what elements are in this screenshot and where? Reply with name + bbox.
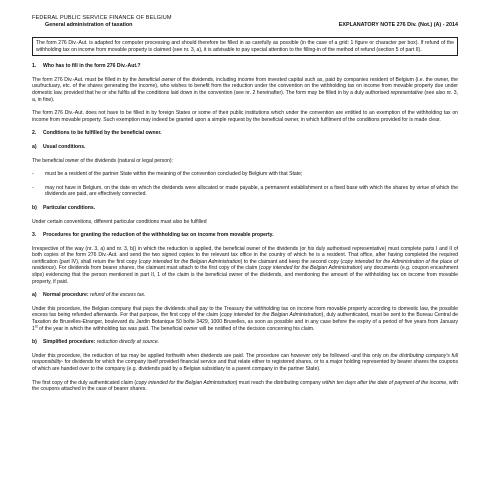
bullet-dash: -	[32, 184, 34, 191]
bullet-dash: -	[32, 171, 34, 178]
section-1-paragraph-2: The form 276 Div.-Aut. does not have to be filled in by foreign States or some of their public institutions which under the convention are entitled to an exemption of the withholding tax on income from movable property. Such exemption may indeed be granted upon a simple request by the beneficial owner, in which fulfilment of the conditions provided for is made clear.	[32, 110, 458, 123]
header-row	[32, 22, 458, 29]
section-2-heading	[32, 130, 458, 137]
section-1-title: Who has to fill in the form 276 Div.-Aut.?	[43, 63, 141, 70]
list-item	[32, 185, 458, 198]
section-3b-paragraph-1: Under this procedure, the reduction of tax may be applied forthwith when dividends are paid. The procedure can however only be followed -and this only on the distributing company's full responsibility- for dividends for which the company itself provided financial service and that relate either to registered shares, or to a major holding represented by bearer shares the coupons of which are handed over to the company (e.g. dividends paid by a Belgian subsidiary to a parent company in the partner State).	[32, 352, 458, 372]
section-2b-heading	[32, 205, 458, 212]
section-1-heading	[32, 63, 458, 70]
section-3a-label: a)	[32, 292, 37, 299]
section-2b-title: Particular conditions.	[43, 204, 96, 211]
section-3a-paragraph: Under this procedure, the Belgian company that pays the dividends shall pay to the Treasury the withholding tax on income from movable property according to domestic law, the possible excess tax being refunded afterwards. For that purpose, the first copy of the claim (copy intended for the Belgian Administration), duly authenticated, must be sent to the Bureau Central de Taxation de Bruxelles-Etranger, boulevard du Jardin Botanique 50 boîte 3429, 1000 Bruxelles, as soon as possible and in any case before the expiry of a period of five years from January 1st of the year in which the withholding tax was paid. The beneficial owner will be notified of the decision concerning his claim.	[32, 305, 458, 332]
section-2a-label: a)	[32, 143, 37, 150]
section-2a-heading	[32, 144, 458, 151]
section-2b-text: Under certain conventions, different particular conditions must also be fulfilled	[32, 218, 207, 225]
section-3b-title: Simplified procedure:	[43, 339, 96, 346]
section-1-paragraph-1: The form 276 Div.-Aut. must be filled in by the beneficial owner of the dividends, including income from invested capital such as, paid by companies resident of Belgium (i.e. the owner, the usufructuary, etc. of the shares generating the income), who wishes to benefit from the reduction under the convention on the withholding tax on income from movable property due under domestic law, provided that he or she fulfils all the conditions laid down in the convention (see nr. 2 hereinafter). The form may be filled in by a duly authorised representative (see also nr. 3, a, in fine).	[32, 76, 458, 103]
section-1-number: 1.	[32, 63, 37, 70]
section-2b-label: b)	[32, 204, 37, 211]
document-page	[32, 15, 458, 393]
header-admin: General administration of taxation	[45, 22, 133, 28]
section-3b-subtitle: reduction directly at source.	[96, 339, 160, 346]
list-item-text: must be a resident of the partner State within the meaning of the convention concluded by Belgium with that State;	[45, 171, 303, 178]
section-2a-intro: The beneficial owner of the dividends (natural or legal person):	[32, 157, 174, 164]
section-3-number: 3.	[32, 232, 37, 239]
section-3-title: Procedures for granting the reduction of the withholding tax on income from movable property.	[43, 232, 274, 239]
list-item	[32, 171, 458, 178]
section-3b-heading	[32, 339, 458, 346]
section-3b-label: b)	[32, 339, 37, 346]
list-item-text: may not have in Belgium, on the date on which the dividends were allocated or made payable, a permanent establishment or a fixed base with which the shares by virtue of which the dividends are paid, are effectively connected.	[45, 184, 458, 198]
section-3-heading	[32, 232, 458, 239]
section-3a-subtitle: refund of the excess tax.	[90, 292, 146, 299]
section-2-number: 2.	[32, 130, 37, 137]
section-3a-title: Normal procedure:	[43, 292, 89, 299]
intro-box: The form 276 Div.-Aut. is adapted for computer processing and should therefore be filled in as carefully as possible (in the case of a grid: 1 figure or character per box). If refund of the withholding tax on income from movable property is claimed (see nr. 3, a), it is advisable to pay special attention to the filling-in of the method of refund (section 5 of part II).	[32, 37, 458, 56]
header-org: FEDERAL PUBLIC SERVICE FINANCE OF BELGIUM	[32, 15, 172, 21]
section-3a-heading	[32, 292, 458, 299]
header-note-title: EXPLANATORY NOTE 276 Div. (Not.) (A) - 2014	[338, 22, 458, 28]
section-2-title: Conditions to be fulfilled by the beneficial owner.	[43, 130, 162, 137]
section-2a-title: Usual conditions.	[43, 143, 86, 150]
section-3-paragraph: Irrespective of the way (nr. 3, a) and nr. 3, b)) in which the reduction is applied, the beneficial owner of the dividends (or his duly authorised representative) must complete parts I and II of both copies of the form 276 Div.-Aut. and send the two signed copies to the relevant tax office in the country of which he is a resident. That office, after having completed the required certification (part IV), shall return the first copy (copy intended for the Belgian Administration) to the claimant and keep the second copy (copy intended for the Administration of the place of residence). For dividends from bearer shares, the claimant must attach to the first copy of the claim (copy intended for the Belgian Administration) any documents (e.g. coupon encashment slips) evidencing that the person mentioned in part II, 1 of the claim is the beneficial owner of the dividends, and mentioning the amount of the withholding tax on income from movable property, if paid.	[32, 245, 458, 285]
section-3b-paragraph-2: The first copy of the duly authenticated claim (copy intended for the Belgian Administration) must reach the distributing company within ten days after the date of payment of the income, with the coupons attached in the case of bearer shares.	[32, 379, 458, 393]
